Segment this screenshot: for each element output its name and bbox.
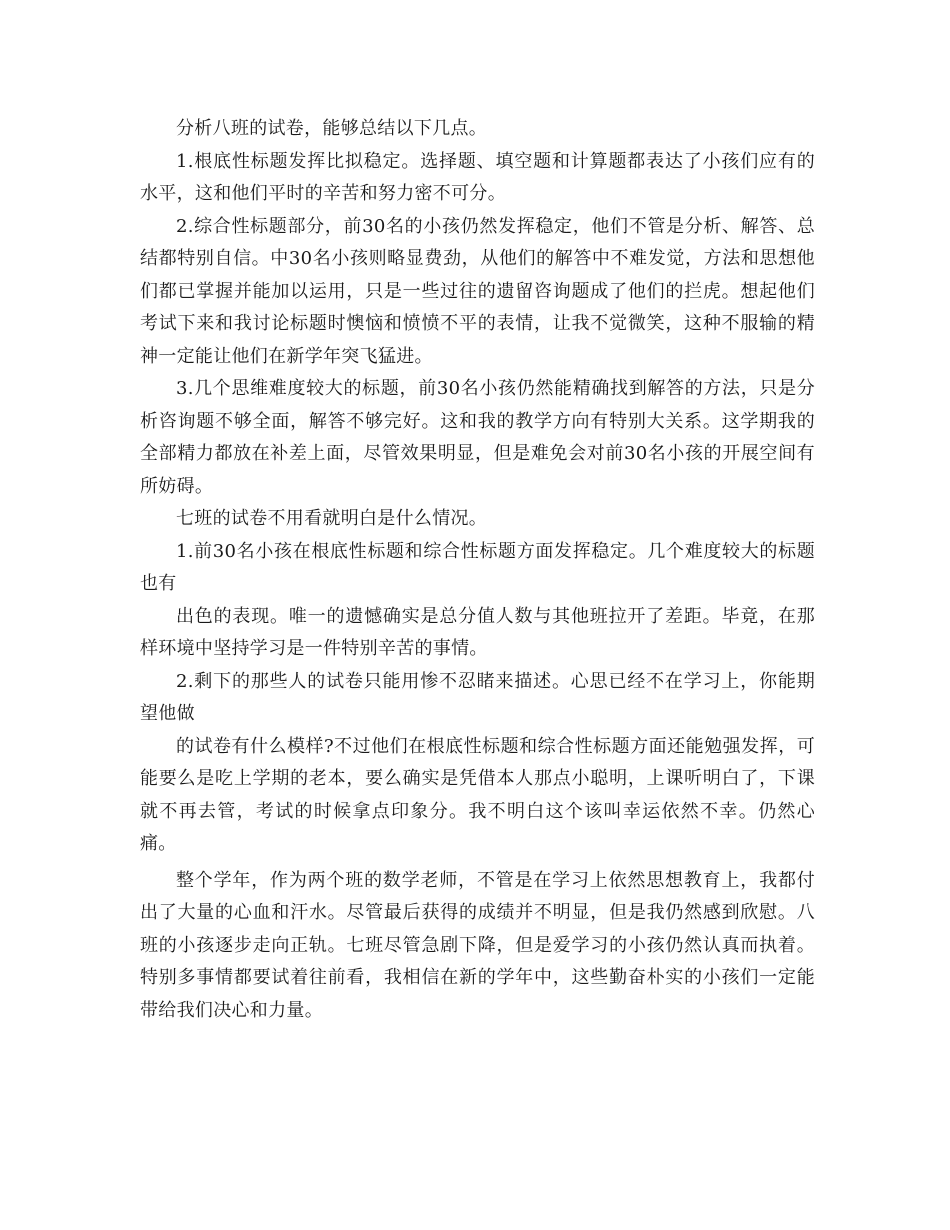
paragraph-year-summary: 整个学年，作为两个班的数学老师，不管是在学习上依然思想教育上，我都付出了大量的心血和汗水。尽管最后获得的成绩并不明显，但是我仍然感到欣慰。八班的小孩逐步走向正轨。七班尽管急剧下降，但是爱学习的小孩仍然认真而执着。特别多事情都要试着往前看，我相信在新的学年中，这些勤奋朴实的小孩们一定能带给我们决心和力量。 <box>140 869 815 1021</box>
paragraph-class7-point2: 2.剩下的那些人的试卷只能用惨不忍睹来描述。心思已经不在学习上，你能期望他做 <box>140 670 815 724</box>
document-page <box>140 113 815 1027</box>
paragraph-class8-point3: 3.几个思维难度较大的标题，前30名小孩仍然能精确找到解答的方法，只是分析咨询题不够全面，解答不够完好。这和我的教学方向有特别大关系。这学期我的全部精力都放在补差上面，尽管效果明显，但是难免会对前30名小孩的开展空间有所妨碍。 <box>140 378 815 497</box>
paragraph-class8-point1: 1.根底性标题发挥比拟稳定。选择题、填空题和计算题都表达了小孩们应有的水平，这和他们平时的辛苦和努力密不可分。 <box>140 150 815 204</box>
paragraph-class7-point1-cont: 出色的表现。唯一的遗憾确实是总分值人数与其他班拉开了差距。毕竟，在那样环境中坚持学习是一件特别辛苦的事情。 <box>140 605 815 659</box>
paragraph-class8-point2: 2.综合性标题部分，前30名的小孩仍然发挥稳定，他们不管是分析、解答、总结都特别自信。中30名小孩则略显费劲，从他们的解答中不难发觉，方法和思想他们都已掌握并能加以运用，只是一些过往的遗留咨询题成了他们的拦虎。想起他们考试下来和我讨论标题时懊恼和愤愤不平的表情，让我不觉微笑，这种不服输的精神一定能让他们在新学年突飞猛进。 <box>140 215 815 367</box>
paragraph-class7-point2-cont: 的试卷有什么模样?不过他们在根底性标题和综合性标题方面还能勉强发挥，可能要么是吃上学期的老本，要么确实是凭借本人那点小聪明，上课听明白了，下课就不再去管，考试的时候拿点印象分。我不明白这个该叫幸运依然不幸。仍然心痛。 <box>140 735 815 854</box>
paragraph-intro-class8: 分析八班的试卷，能够总结以下几点。 <box>176 118 488 139</box>
paragraph-class7-point1: 1.前30名小孩在根底性标题和综合性标题方面发挥稳定。几个难度较大的标题也有 <box>140 540 815 594</box>
paragraph-intro-class7: 七班的试卷不用看就明白是什么情况。 <box>176 508 488 529</box>
